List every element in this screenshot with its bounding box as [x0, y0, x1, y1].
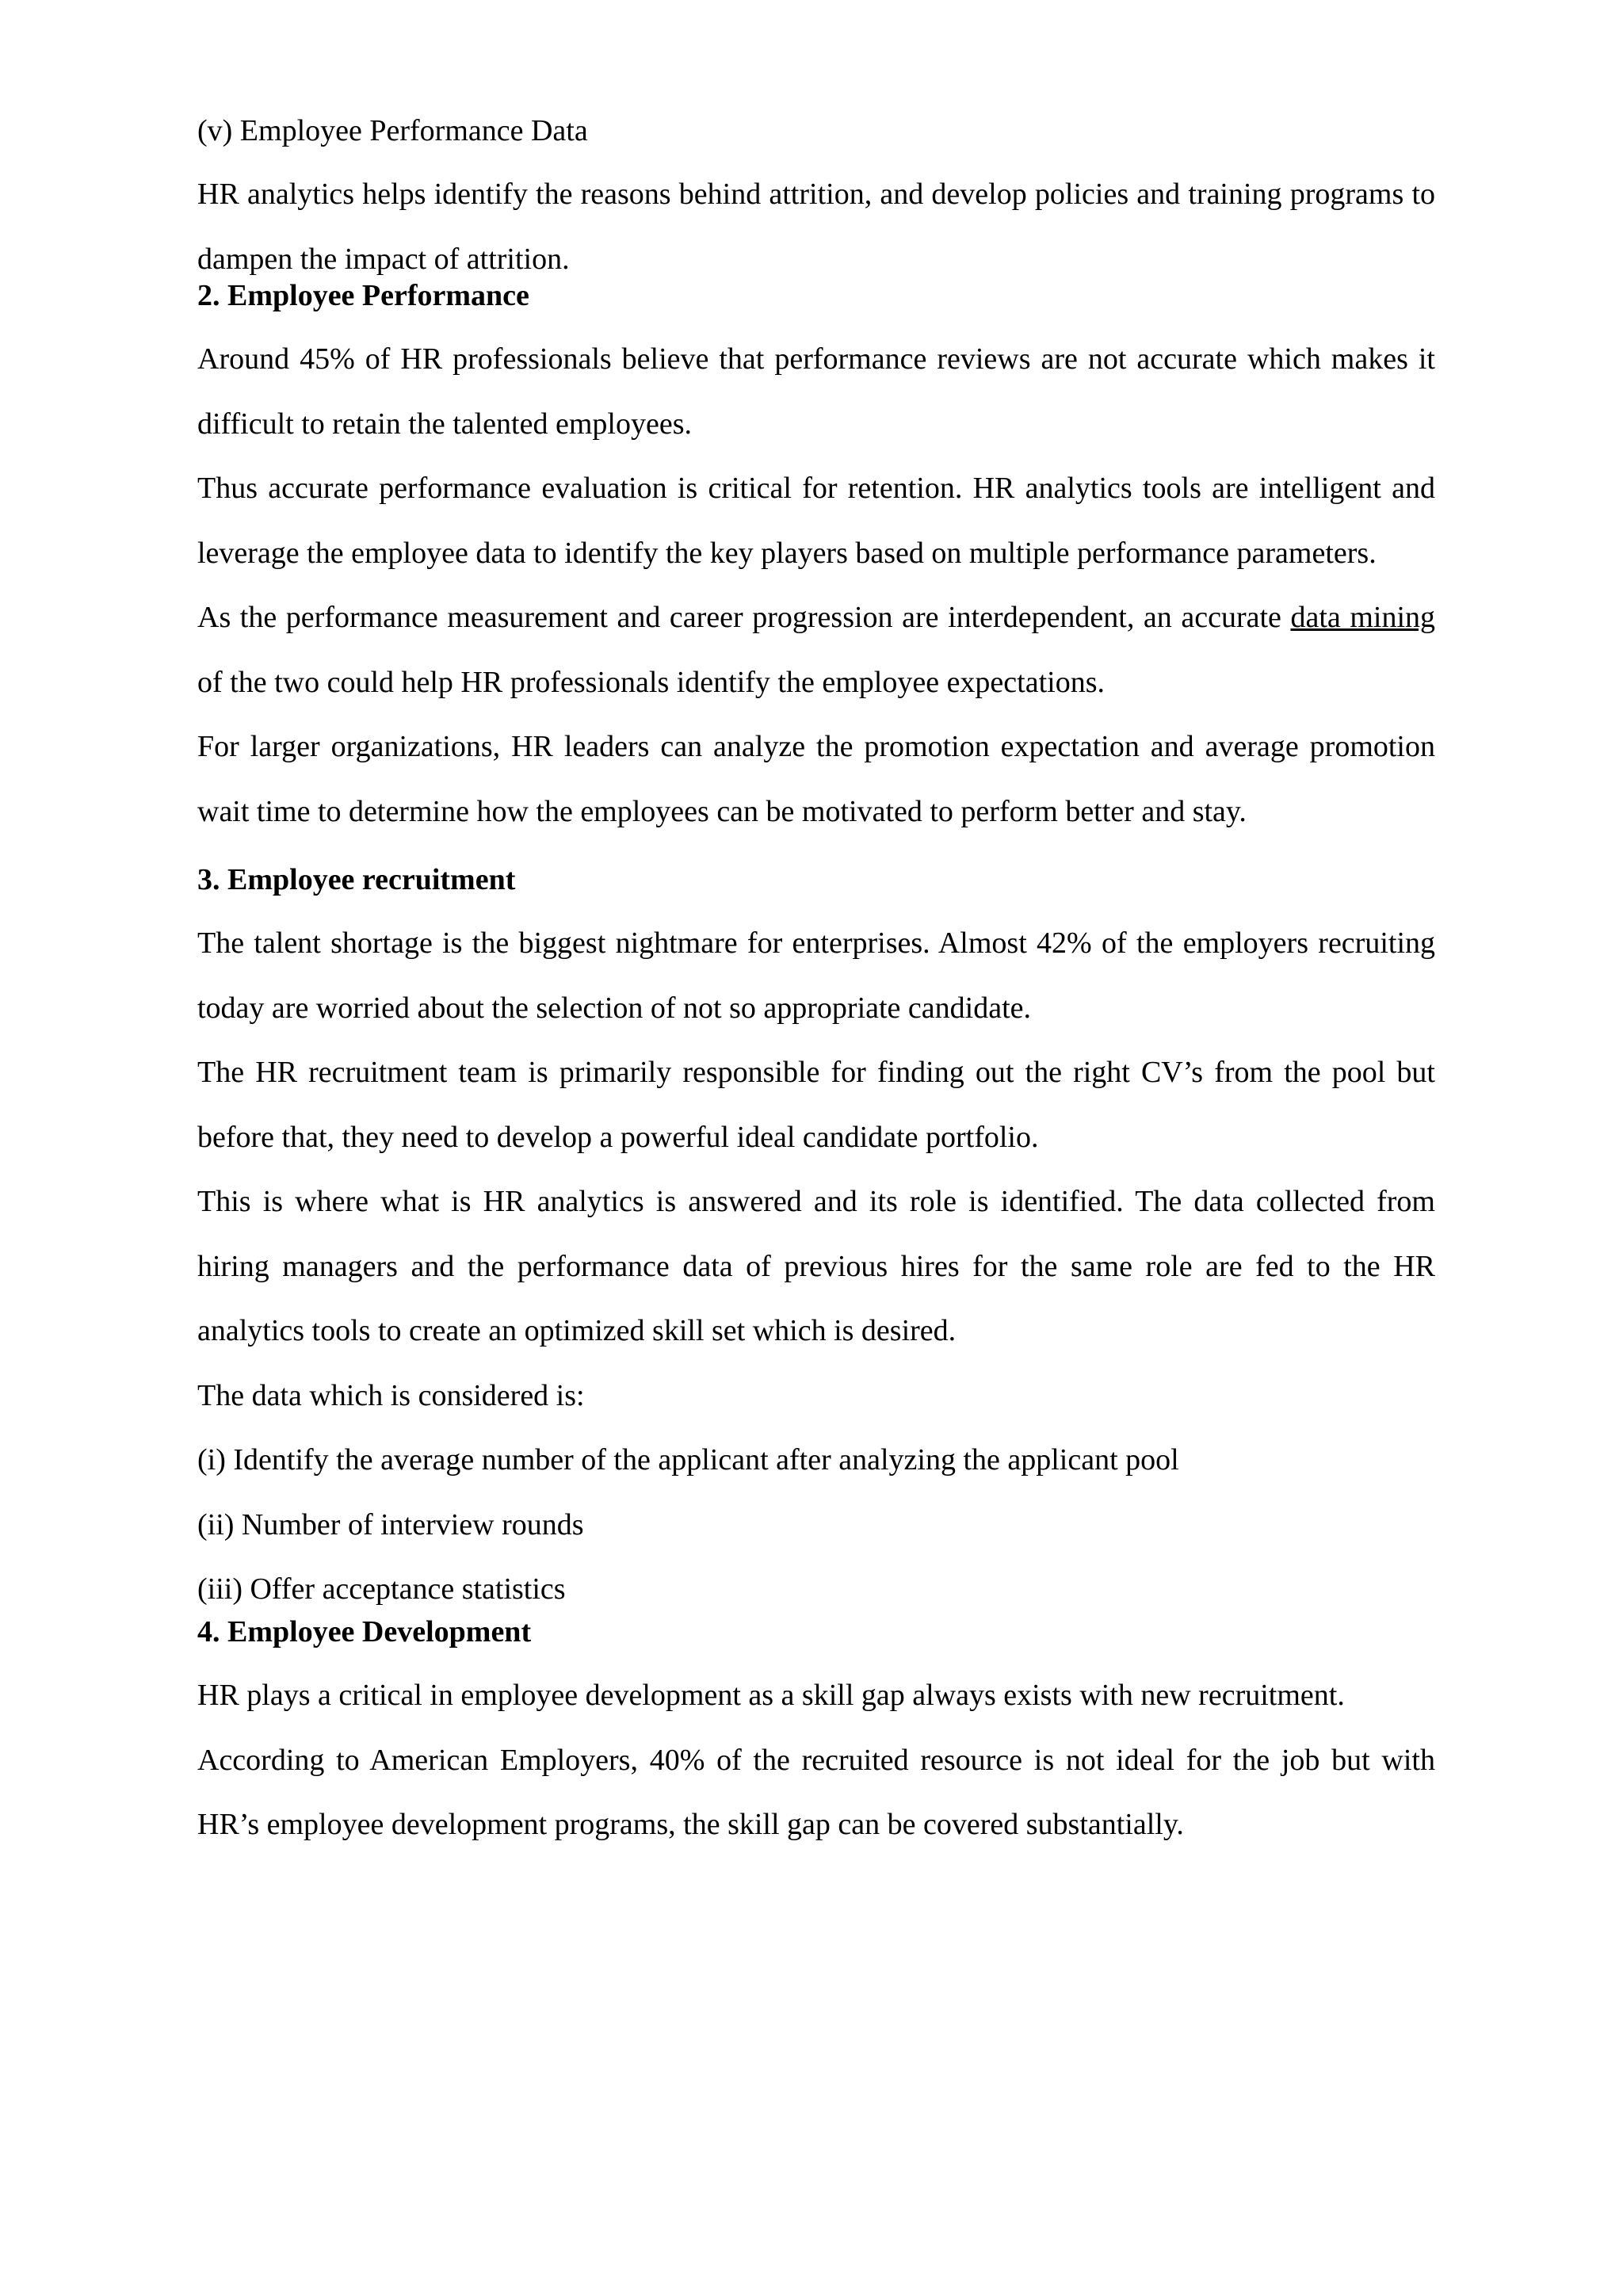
paragraph-data-mining — [197, 586, 1435, 715]
paragraph-performance-evaluation: Thus accurate performance evaluation is critical for retention. HR analytics tools are intelligent and leverage the employee data to identify the key players based on multiple performance parameters. — [197, 472, 1435, 570]
paragraph-performance-reviews: Around 45% of HR professionals believe that performance reviews are not accurate which makes it difficult to retain the talented employees. — [197, 342, 1435, 441]
paragraph-hr-analytics-role: This is where what is HR analytics is answered and its role is identified. The data collected from hiring managers and the performance data of previous hires for the same role are fed to the HR analytics tools to create an optimized skill set which is desired. — [197, 1185, 1435, 1347]
list-item-i: (i) Identify the average number of the applicant after analyzing the applicant pool — [197, 1443, 1179, 1477]
heading-employee-recruitment: 3. Employee recruitment — [197, 863, 516, 896]
list-item-iii: (iii) Offer acceptance statistics — [197, 1572, 566, 1606]
document-page — [197, 109, 1435, 1858]
paragraph-attrition: HR analytics helps identify the reasons behind attrition, and develop policies and training programs to dampen the impact of attrition. — [197, 178, 1435, 276]
paragraph-data-mining-after: of the two could help HR professionals identify the employee expectations. — [197, 665, 1105, 699]
paragraph-american-employers: According to American Employers, 40% of the recruited resource is not ideal for the job but with HR’s employee development programs, the skill gap can be covered substantially. — [197, 1743, 1435, 1841]
list-item-ii: (ii) Number of interview rounds — [197, 1507, 584, 1541]
heading-employee-performance: 2. Employee Performance — [197, 279, 529, 312]
paragraph-recruitment-team: The HR recruitment team is primarily responsible for finding out the right CV’s from the pool but before that, they need to develop a powerful ideal candidate portfolio. — [197, 1056, 1435, 1154]
paragraph-skill-gap: HR plays a critical in employee development as a skill gap always exists with new recruitment. — [197, 1679, 1345, 1712]
heading-employee-development: 4. Employee Development — [197, 1615, 532, 1648]
paragraph-data-mining-before: As the performance measurement and career progression are interdependent, an accurate — [197, 601, 1291, 634]
paragraph-larger-organizations: For larger organizations, HR leaders can analyze the promotion expectation and average promotion wait time to determine how the employees can be motivated to perform better and stay. — [197, 730, 1435, 828]
paragraph-talent-shortage: The talent shortage is the biggest nightmare for enterprises. Almost 42% of the employers recruiting today are worried about the selection of not so appropriate candidate. — [197, 926, 1435, 1025]
list-item-v: (v) Employee Performance Data — [197, 114, 588, 147]
data-mining-link[interactable]: data mining — [1290, 601, 1435, 634]
paragraph-data-considered: The data which is considered is: — [197, 1378, 585, 1412]
